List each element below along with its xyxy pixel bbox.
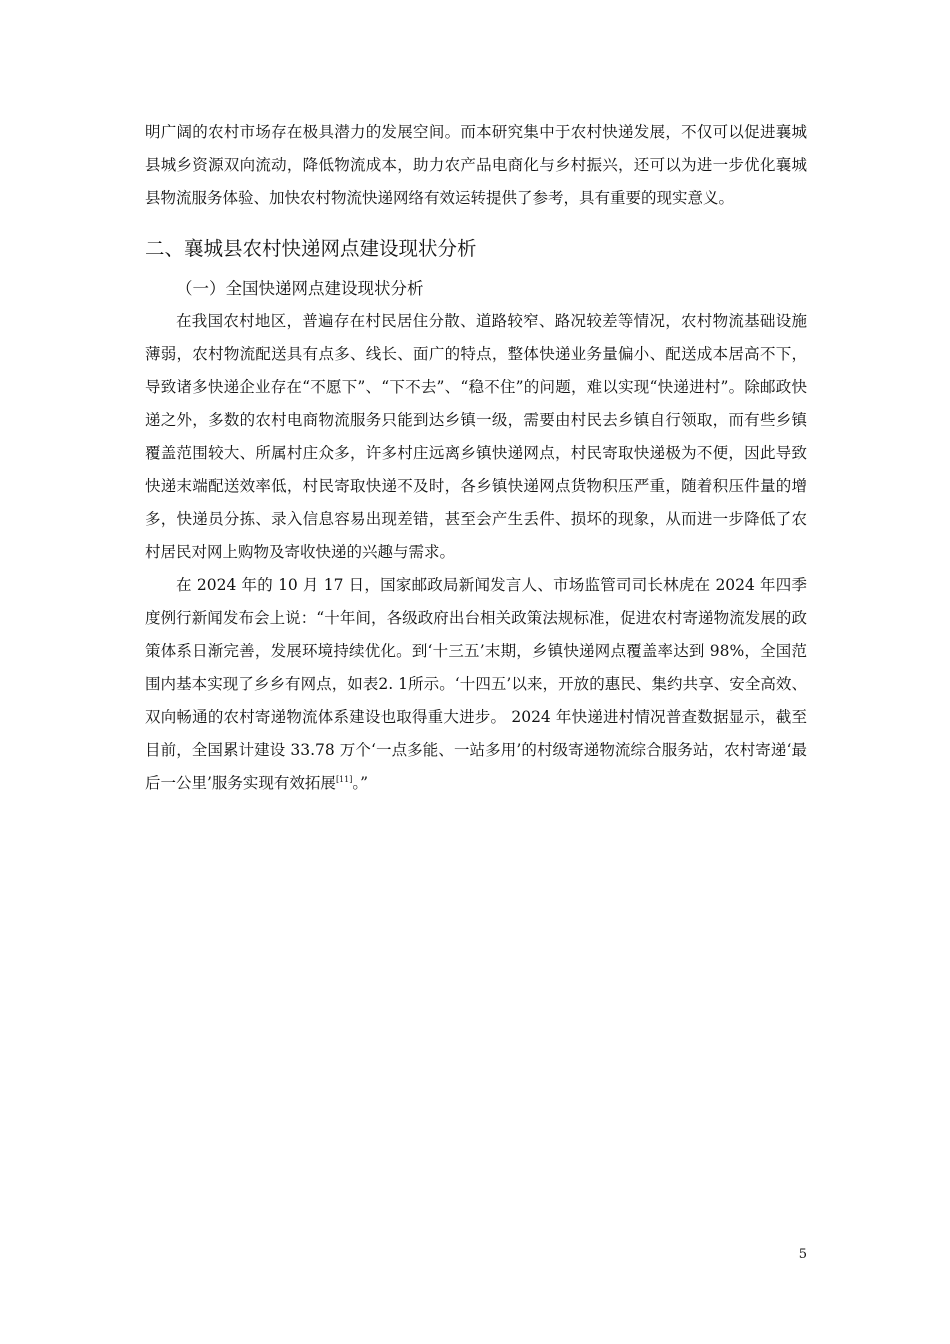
citation-reference: [11] xyxy=(335,774,353,784)
paragraph-press-conference xyxy=(145,569,807,800)
subsection-heading: （一）全国快递网点建设现状分析 xyxy=(176,279,424,298)
intro-paragraph: 明广阔的农村市场存在极具潜力的发展空间。而本研究集中于农村快递发展，不仅可以促进襄城县城乡资源双向流动，降低物流成本，助力农产品电商化与乡村振兴，还可以为进一步优化襄城县物流服务体验、加快农村物流快递网络有效运转提供了参考，具有重要的现实意义。 xyxy=(145,123,807,207)
paragraph-press-conference-end: 。” xyxy=(352,774,369,792)
page-number: 5 xyxy=(798,1247,807,1262)
paragraph-press-conference-text: 在 2024 年的 10 月 17 日，国家邮政局新闻发言人、市场监管司司长林虎在 2024 年四季度例行新闻发布会上说：“十年间，各级政府出台相关政策法规标准，促进农村寄递物流发展的政策体系日渐完善，发展环境持续优化。到‘十三五’末期，乡镇快递网点覆盖率达到 98%，全国范围内基本实现了乡乡有网点，如表2. 1所示。‘十四五’以来，开放的惠民、集约共享、安全高效、双向畅通的农村寄递物流体系建设也取得重大进步。 2024 年快递进村情况普查数据显示，截至目前，全国累计建设 33.78 万个‘一点多能、一站多用’的村级寄递物流综合服务站，农村寄递‘最后一公里’服务实现有效拓展 xyxy=(145,576,807,792)
paragraph-rural-delivery-issues: 在我国农村地区，普遍存在村民居住分散、道路较窄、路况较差等情况，农村物流基础设施薄弱，农村物流配送具有点多、线长、面广的特点，整体快递业务量偏小、配送成本居高不下，导致诸多快递企业存在“不愿下”、“下不去”、“稳不住”的问题，难以实现“快递进村”。除邮政快递之外，多数的农村电商物流服务只能到达乡镇一级，需要由村民去乡镇自行领取，而有些乡镇覆盖范围较大、所属村庄众多，许多村庄远离乡镇快递网点，村民寄取快递极为不便，因此导致快递末端配送效率低，村民寄取快递不及时，各乡镇快递网点货物积压严重，随着积压件量的增多，快递员分拣、录入信息容易出现差错，甚至会产生丢件、损坏的现象，从而进一步降低了农村居民对网上购物及寄收快递的兴趣与需求。 xyxy=(145,312,807,561)
section-heading: 二、襄城县农村快递网点建设现状分析 xyxy=(145,237,477,260)
document-body xyxy=(145,116,807,800)
